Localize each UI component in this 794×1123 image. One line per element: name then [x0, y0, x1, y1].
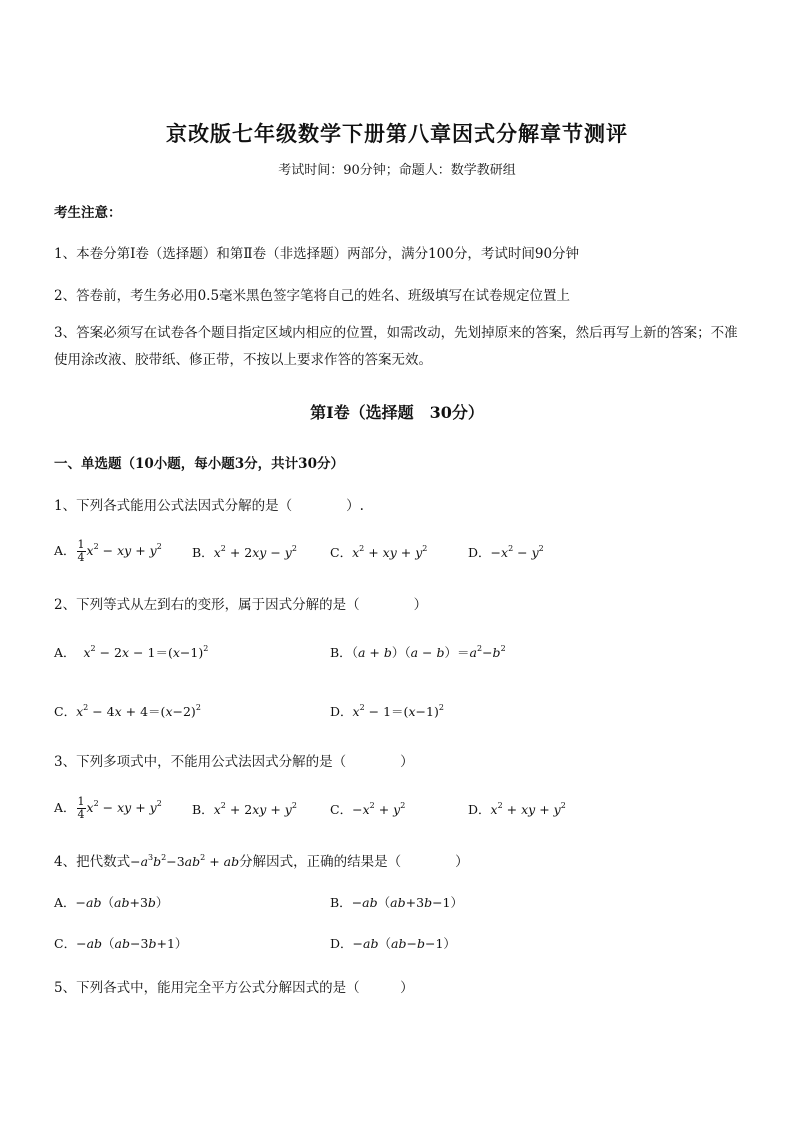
- question-1-option-b: B．$x^2 + 2xy - y^2$: [192, 544, 297, 560]
- question-2-option-a: A． $x^2 - 2x - 1=(x-1)^2$: [54, 644, 209, 660]
- question-4-option-a: A．−ab（ab+3b）: [54, 895, 169, 910]
- notice-item-1: 1、本卷分第Ⅰ卷（选择题）和第Ⅱ卷（非选择题）两部分，满分100分，考试时间90分钟: [54, 246, 580, 262]
- section-title: 第Ⅰ卷（选择题 30分）: [310, 403, 484, 422]
- question-3-stem: 3、下列多项式中，不能用公式法因式分解的是（ ）: [54, 754, 414, 770]
- question-5-stem: 5、下列各式中，能用完全平方公式分解因式的是（ ）: [54, 980, 414, 996]
- question-4-option-d: D．−ab（ab−b−1）: [330, 936, 456, 951]
- question-2-option-d: D．$x^2 - 1=(x-1)^2$: [330, 703, 444, 719]
- notice-heading: 考生注意：: [54, 205, 122, 221]
- question-1-option-c: C．$x^2$ + xy + $y^2$: [330, 544, 428, 560]
- question-1-option-a: A． $\frac{1}{4}$ $x^2$ − xy + $y^2$: [54, 538, 162, 564]
- question-2-option-b: B．$(a + b)(a - b)=a^2-b^2$: [330, 644, 506, 660]
- fraction: $\frac{1}{4}$: [77, 795, 85, 821]
- notice-item-3: 3、答案必须写在试卷各个题目指定区域内相应的位置，如需改动，先划掉原来的答案，然后再写上新的答案；不准使用涂改液、胶带纸、修正带，不按以上要求作答的答案无效。: [54, 325, 738, 368]
- question-3-option-a: A． $\frac{1}{4}$ $x^2$ − xy + $y^2$: [54, 795, 162, 821]
- part-heading: 一、单选题（10小题，每小题3分，共计30分）: [54, 456, 344, 472]
- page-title: 京改版七年级数学下册第八章因式分解章节测评: [166, 121, 628, 146]
- exam-info: 考试时间：90分钟；命题人：数学教研组: [278, 163, 516, 178]
- question-2-stem: 2、下列等式从左到右的变形，属于因式分解的是（ ）: [54, 597, 428, 613]
- question-4-stem: 4、把代数式$-a^3b^2-3ab^2$ + ab分解因式，正确的结果是（ ）: [54, 853, 469, 870]
- notice-item-2: 2、答卷前，考生务必用0.5毫米黑色签字笔将自己的姓名、班级填写在试卷规定位置上: [54, 288, 571, 304]
- question-4-option-b: B．−ab（ab+3b−1）: [330, 895, 464, 910]
- question-3-option-d: D．$x^2$ + xy + $y^2$: [468, 801, 566, 817]
- fraction: $\frac{1}{4}$: [77, 538, 85, 564]
- question-3-option-c: C．$-x^2 + y^2$: [330, 801, 406, 817]
- question-1-option-d: D．$-x^2 - y^2$: [468, 544, 544, 560]
- question-2-option-c: C．$x^2 - 4x + 4=(x-2)^2$: [54, 703, 201, 719]
- question-4-option-c: C．−ab（ab−3b+1）: [54, 936, 188, 951]
- question-3-option-b: B．$x^2 + 2xy + y^2$: [192, 801, 297, 817]
- question-1-stem: 1、下列各式能用公式法因式分解的是（ ）.: [54, 498, 364, 514]
